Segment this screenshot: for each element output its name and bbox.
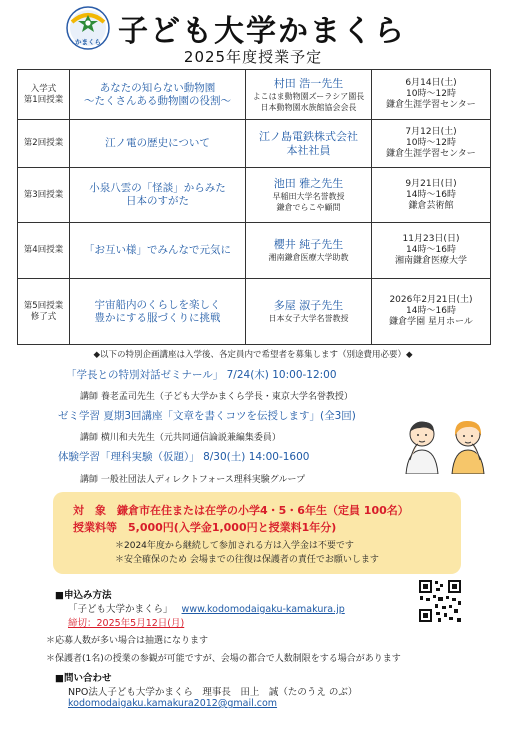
class-teacher: 村田 浩一先生 よこはま動物園ズーラシア園長 日本動物園水族館協会会長 — [246, 70, 372, 120]
class-teacher: 江ノ島電鉄株式会社 本社社員 — [246, 120, 372, 168]
class-label: 第2回授業 — [18, 120, 70, 168]
class-topic: あなたの知らない動物園 ～たくさんある動物園の役割～ — [70, 70, 246, 120]
class-label: 入学式 第1回授業 — [18, 70, 70, 120]
contact-organization: NPO法人子ども大学かまくら 理事長 田上 誠（たのうえ のぶ） — [68, 687, 358, 698]
class-label: 第5回授業 修了式 — [18, 279, 70, 345]
class-topic: 江ノ電の歴史について — [70, 120, 246, 168]
table-row — [18, 168, 491, 223]
header — [0, 0, 506, 72]
class-teacher: 櫻井 純子先生 湘南鎌倉医療大学助教 — [246, 223, 372, 279]
target-line: 対 象 鎌倉市在住または在学の小学4・5・6年生（定員 100名） — [73, 504, 409, 517]
apply-line — [68, 601, 345, 615]
safety-note: ＊安全確保のため 会場までの往復は保護者の責任でお願いします — [115, 555, 379, 565]
table-row — [18, 120, 491, 168]
class-date: 9月21日(日) 14時～16時 鎌倉芸術館 — [372, 168, 491, 223]
class-label: 第4回授業 — [18, 223, 70, 279]
table-row — [18, 223, 491, 279]
seminar-3-title: 体験学習「理科実験（仮題）」 8/30(土) 14:00-1600 — [58, 451, 310, 463]
apply-url-link[interactable]: www.kodomodaigaku-kamakura.jp — [181, 604, 345, 615]
class-topic: 小泉八雲の「怪談」からみた 日本のすがた — [70, 168, 246, 223]
class-date: 7月12日(土) 10時～12時 鎌倉生涯学習センター — [372, 120, 491, 168]
guardian-note: ＊保護者(1名)の授業の参観が可能ですが、会場の都合で人数制限をする場合があります — [46, 654, 401, 664]
boy-thinking-illustration — [400, 416, 444, 474]
seminar-2-lecturer: 講師 横川和夫先生（元共同通信論説兼編集委員） — [80, 433, 281, 443]
class-topic: 「お互い様」でみんなで元気に — [70, 223, 246, 279]
special-course-notice: ◆以下の特別企画講座は入学後、各定員内で希望者を募集します（別途費用必要）◆ — [93, 350, 413, 360]
seminar-2-title: ゼミ学習 夏期3回講座「文章を書くコツを伝授します」(全3回) — [58, 410, 356, 422]
qr-code-icon[interactable] — [418, 579, 462, 623]
continuing-note: ＊2024年度から継続して参加される方は入学金は不要です — [115, 541, 354, 551]
logo-emblem-icon — [66, 6, 110, 50]
page-title: 子ども大学かまくら — [118, 14, 406, 49]
lottery-note: ＊応募人数が多い場合は抽選になります — [46, 636, 209, 646]
class-date: 2026年2月21日(土) 14時～16時 鎌倉学園 星月ホール — [372, 279, 491, 345]
apply-heading: ■申込み方法 — [55, 590, 112, 601]
table-row — [18, 279, 491, 345]
table-row — [18, 70, 491, 120]
contact-email-link[interactable]: kodomodaigaku.kamakura2012@gmail.com — [68, 698, 278, 709]
deadline: 締切：2025年5月12日(月) — [68, 618, 185, 629]
class-date: 11月23日(日) 14時～16時 湘南鎌倉医療大学 — [372, 223, 491, 279]
seminar-1-lecturer: 講師 養老孟司先生（子ども大学かまくら学長・東京大学名誉教授） — [80, 392, 353, 402]
class-teacher: 池田 雅之先生 早稲田大学名誉教授 鎌倉でらこや顧問 — [246, 168, 372, 223]
class-teacher: 多屋 淑子先生 日本女子大学名誉教授 — [246, 279, 372, 345]
svg-text:かまくら: かまくら — [75, 38, 101, 46]
schedule-table — [17, 69, 491, 345]
class-date: 6月14日(土) 10時～12時 鎌倉生涯学習センター — [372, 70, 491, 120]
class-label: 第3回授業 — [18, 168, 70, 223]
eligibility-box — [53, 492, 461, 574]
apply-site-name: 「子ども大学かまくら」 — [68, 604, 173, 615]
fee-line: 授業料等 5,000円(入学金1,000円と授業料1年分) — [73, 521, 337, 534]
girl-thinking-illustration — [446, 416, 490, 474]
seminar-1-title: 「学長との特別対話ゼミナール」 7/24(木) 10:00-12:00 — [66, 369, 337, 381]
seminar-3-lecturer: 講師 一般社団法人ディレクトフォース理科実験グループ — [80, 475, 306, 485]
class-topic: 宇宙船内のくらしを楽しく 豊かにする服づくりに挑戦 — [70, 279, 246, 345]
contact-heading: ■問い合わせ — [55, 673, 112, 684]
page-subtitle: 2025年度授業予定 — [183, 48, 323, 66]
